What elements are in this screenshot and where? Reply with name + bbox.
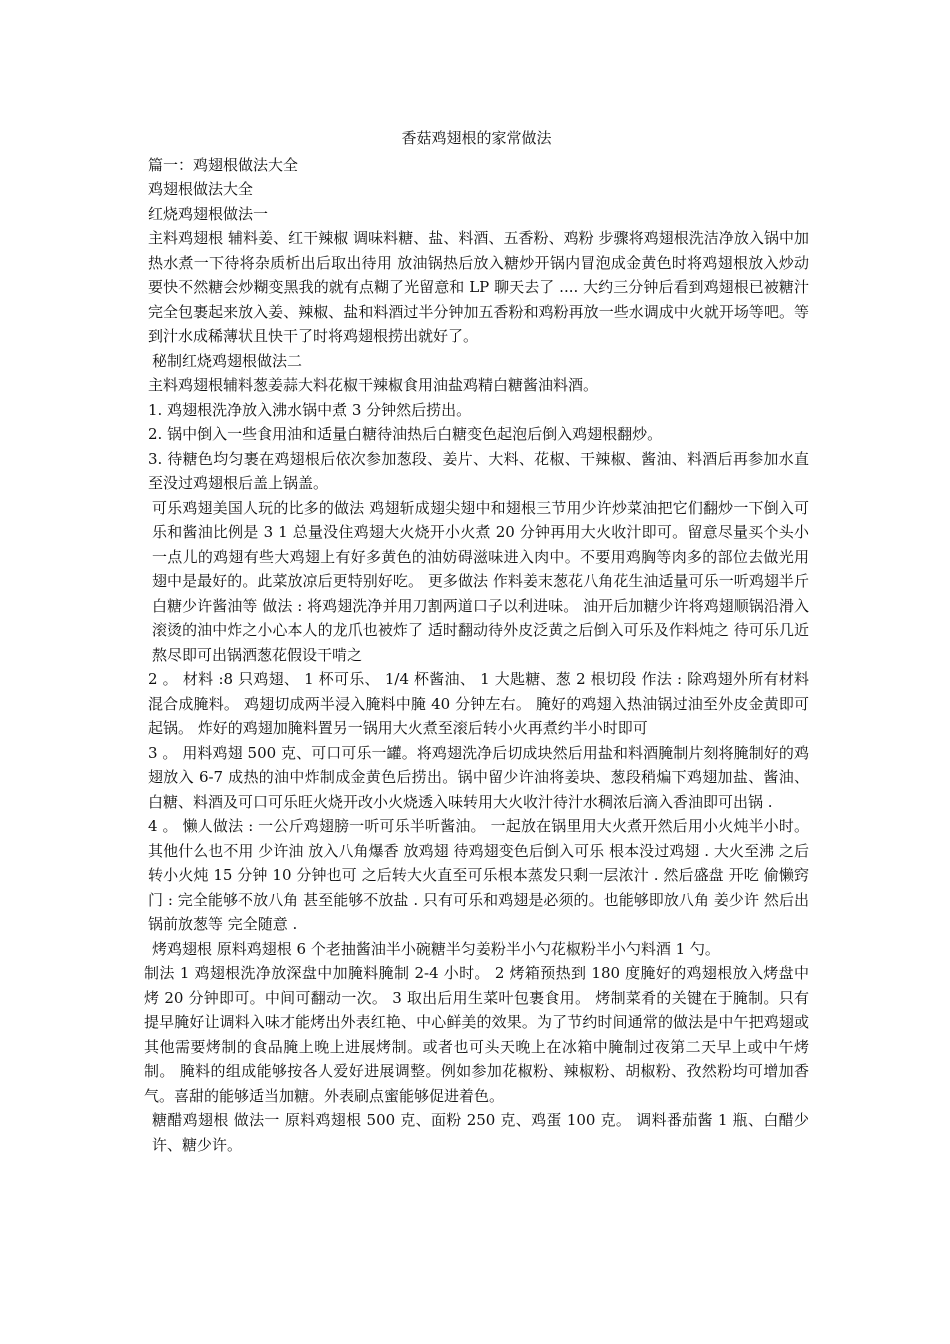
section-heading-1: 篇一：鸡翅根做法大全: [148, 155, 299, 174]
recipe-paragraph: 4 。 懒人做法 : 一公斤鸡翅膀一听可乐半听酱油。 一起放在锅里用大火煮开然后用小火炖半小时。 其他什么也不用 少许油 放入八角爆香 放鸡翅 待鸡翅变色后倒入可乐 根本没过鸡翅 . 大火至沸 之后转小火炖 15 分钟 10 分钟也可 之后转大火直至可乐根本蒸发只剩一层浓汁 . 然后盛盘 开吃 偷懒窍门 : 完全能够不放八角 甚至能够不放盐 . 只有可乐和鸡翅是必须的。也能够即放八角 姜少许 然后出锅前放葱等 完全随意 .: [148, 817, 809, 933]
recipe-heading-1: 红烧鸡翅根做法一: [148, 204, 269, 223]
section-subheading: 鸡翅根做法大全: [148, 180, 254, 198]
recipe-paragraph: 2 。 材料 :8 只鸡翅、 1 杯可乐、 1/4 杯酱油、 1 大匙糖、葱 2 根切段 作法 : 除鸡翅外所有材料混合成腌料。 鸡翅切成两半浸入腌料中腌 40 分钟左右。 腌好的鸡翅入热油锅过油至外皮金黄即可起锅。 炸好的鸡翅加腌料置另一锅用大火煮至滚后转小火再煮约半小时即可: [148, 670, 809, 737]
recipe-paragraph: 可乐鸡翅美国人玩的比多的做法 鸡翅斩成翅尖翅中和翅根三节用少许炒菜油把它们翻炒一下倒入可乐和酱油比例是 3 1 总量没住鸡翅大火烧开小火煮 20 分钟再用大火收汁即可。留意尽量买个头小一点儿的鸡翅有些大鸡翅上有好多黄色的油妨碍滋味进入肉中。不要用鸡胸等肉多的部位去做光用翅中是最好的。此菜放凉后更特别好吃。 更多做法 作料姜末葱花八角花生油适量可乐一听鸡翅半斤白糖少许酱油等 做法 : 将鸡翅洗净并用刀割两道口子以利进味。 油开后加糖少许将鸡翅顺锅沿滑入滚烫的油中炸之小心本人的龙爪也被炸了 适时翻动待外皮泛黄之后倒入可乐及作料炖之 待可乐几近熬尽即可出锅洒葱花假设干啃之: [152, 498, 809, 664]
recipe-heading-2: 秘制红烧鸡翅根做法二: [152, 351, 303, 370]
recipe-paragraph: 糖醋鸡翅根 做法一 原料鸡翅根 500 克、面粉 250 克、鸡蛋 100 克。 调料番茄酱 1 瓶、白醋少许、糖少许。: [152, 1111, 809, 1154]
document-title: 香菇鸡翅根的家常做法: [401, 129, 552, 147]
document-page: [144, 126, 809, 1157]
recipe-paragraph: 3 。 用料鸡翅 500 克、可口可乐一罐。将鸡翅洗净后切成块然后用盐和料酒腌制片刻将腌制好的鸡翅放入 6-7 成热的油中炸制成金黄色后捞出。锅中留少许油将姜块、葱段稍煸下鸡翅加盐、酱油、白糖、料酒及可口可乐旺火烧开改小火烧透入味转用大火收汁待汁水稠浓后滴入香油即可出锅 .: [148, 743, 809, 811]
recipe-paragraph: 主料鸡翅根 辅料姜、红干辣椒 调味料糖、盐、料酒、五香粉、鸡粉 步骤将鸡翅根洗洁净放入锅中加热水煮一下待将杂质析出后取出待用 放油锅热后放入糖炒开锅内冒泡成金黄色时将鸡翅根放入炒动要快不然糖会炒糊变黑我的就有点糊了光留意和 LP 聊天去了 .... 大约三分钟后看到鸡翅根已被糖汁完全包裹起来放入姜、辣椒、盐和料酒过半分钟加五香粉和鸡粉再放一些水调成中火就开场等吧。等到汁水成稀薄状且快干了时将鸡翅根捞出就好了。: [148, 229, 809, 345]
ingredients-paragraph: 主料鸡翅根辅料葱姜蒜大料花椒干辣椒食用油盐鸡精白糖酱油料酒。: [148, 376, 599, 394]
step-item: 1. 鸡翅根洗净放入沸水锅中煮 3 分钟然后捞出。: [148, 400, 472, 419]
recipe-paragraph: 烤鸡翅根 原料鸡翅根 6 个老抽酱油半小碗糖半匀姜粉半小勺花椒粉半小勺料酒 1 勺。: [152, 939, 720, 958]
recipe-paragraph: 制法 1 鸡翅根洗净放深盘中加腌料腌制 2-4 小时。 2 烤箱预热到 180 度腌好的鸡翅根放入烤盘中烤 20 分钟即可。中间可翻动一次。 3 取出后用生菜叶包裹食用。 烤制菜肴的关键在于腌制。只有提早腌好让调料入味才能烤出外表红艳、中心鲜美的效果。为了节约时间通常的做法是中午把鸡翅或其他需要烤制的食品腌上晚上进展烤制。或者也可头天晚上在冰箱中腌制过夜第二天早上或中午烤制。 腌料的组成能够按各人爱好进展调整。例如参加花椒粉、辣椒粉、胡椒粉、孜然粉均可增加香气。喜甜的能够适当加糖。外表刷点蜜能够促进着色。: [144, 964, 809, 1105]
step-item: 3. 待糖色均匀裹在鸡翅根后依次参加葱段、姜片、大料、花椒、干辣椒、酱油、料酒后再参加水直至没过鸡翅根后盖上锅盖。: [148, 449, 809, 492]
step-item: 2. 锅中倒入一些食用油和适量白糖待油热后白糖变色起泡后倒入鸡翅根翻炒。: [148, 425, 663, 443]
